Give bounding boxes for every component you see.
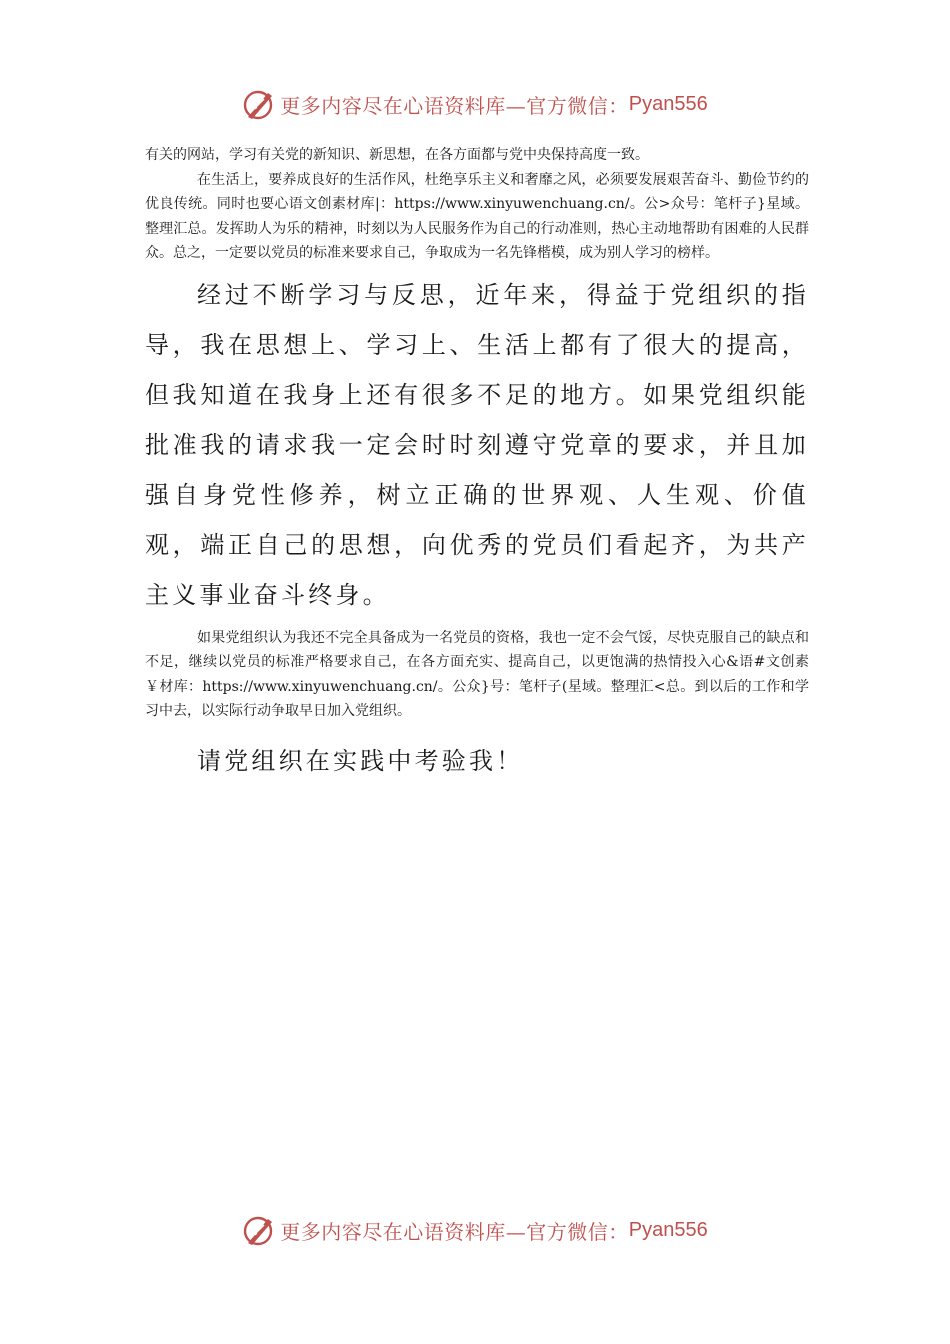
header-banner: [0, 84, 950, 124]
paragraph-1: 有关的网站，学习有关党的新知识、新思想，在各方面都与党中央保持高度一致。: [145, 147, 649, 163]
paragraph-3: 经过不断学习与反思，近年来，得益于党组织的指导，我在思想上、学习上、生活上都有了很大的提高，但我知道在我身上还有很多不足的地方。如果党组织能批准我的请求我一定会时时刻遵守党章的要求，并且加强自身党性修养，树立正确的世界观、人生观、价值观，端正自己的思想，向优秀的党员们看起齐，为共产主义事业奋斗终身。: [145, 280, 809, 609]
pen-logo-icon: [242, 87, 276, 121]
paragraph-5: 请党组织在实践中考验我！: [197, 746, 524, 775]
paragraph-4: 如果党组织认为我还不完全具备成为一名党员的资格，我也一定不会气馁，尽快克服自己的缺点和不足，继续以党员的标准严格要求自己，在各方面充实、提高自己，以更饱满的热情投入心&语#文创素￥材库：https://www.xinyuwenchuang.cn/。公众}号：笔杆子(星域。整理汇<总。到以后的工作和学习中去，以实际行动争取早日加入党组织。: [145, 629, 809, 719]
document-body: [145, 143, 809, 786]
paragraph-2: 在生活上，要养成良好的生活作风，杜绝享乐主义和奢靡之风，必须要发展艰苦奋斗、勤俭节约的优良传统。同时也要心语文创素材库|：https://www.xinyuwenchuang.cn/。公>众号：笔杆子}星域。整理汇总。发挥助人为乐的精神，时刻以为人民服务作为自己的行动准则，热心主动地帮助有困难的人民群众。总之，一定要以党员的标准来要求自己，争取成为一名先锋楷模，成为别人学习的榜样。: [145, 171, 809, 261]
header-banner-text: 更多内容尽在心语资料库—官方微信：: [280, 93, 629, 118]
footer-banner-id: Pyan556: [628, 1218, 708, 1241]
pen-logo-icon: [242, 1213, 276, 1247]
footer-banner-text: 更多内容尽在心语资料库—官方微信：: [280, 1219, 629, 1244]
header-banner-id: Pyan556: [628, 92, 708, 115]
footer-banner: [0, 1210, 950, 1250]
